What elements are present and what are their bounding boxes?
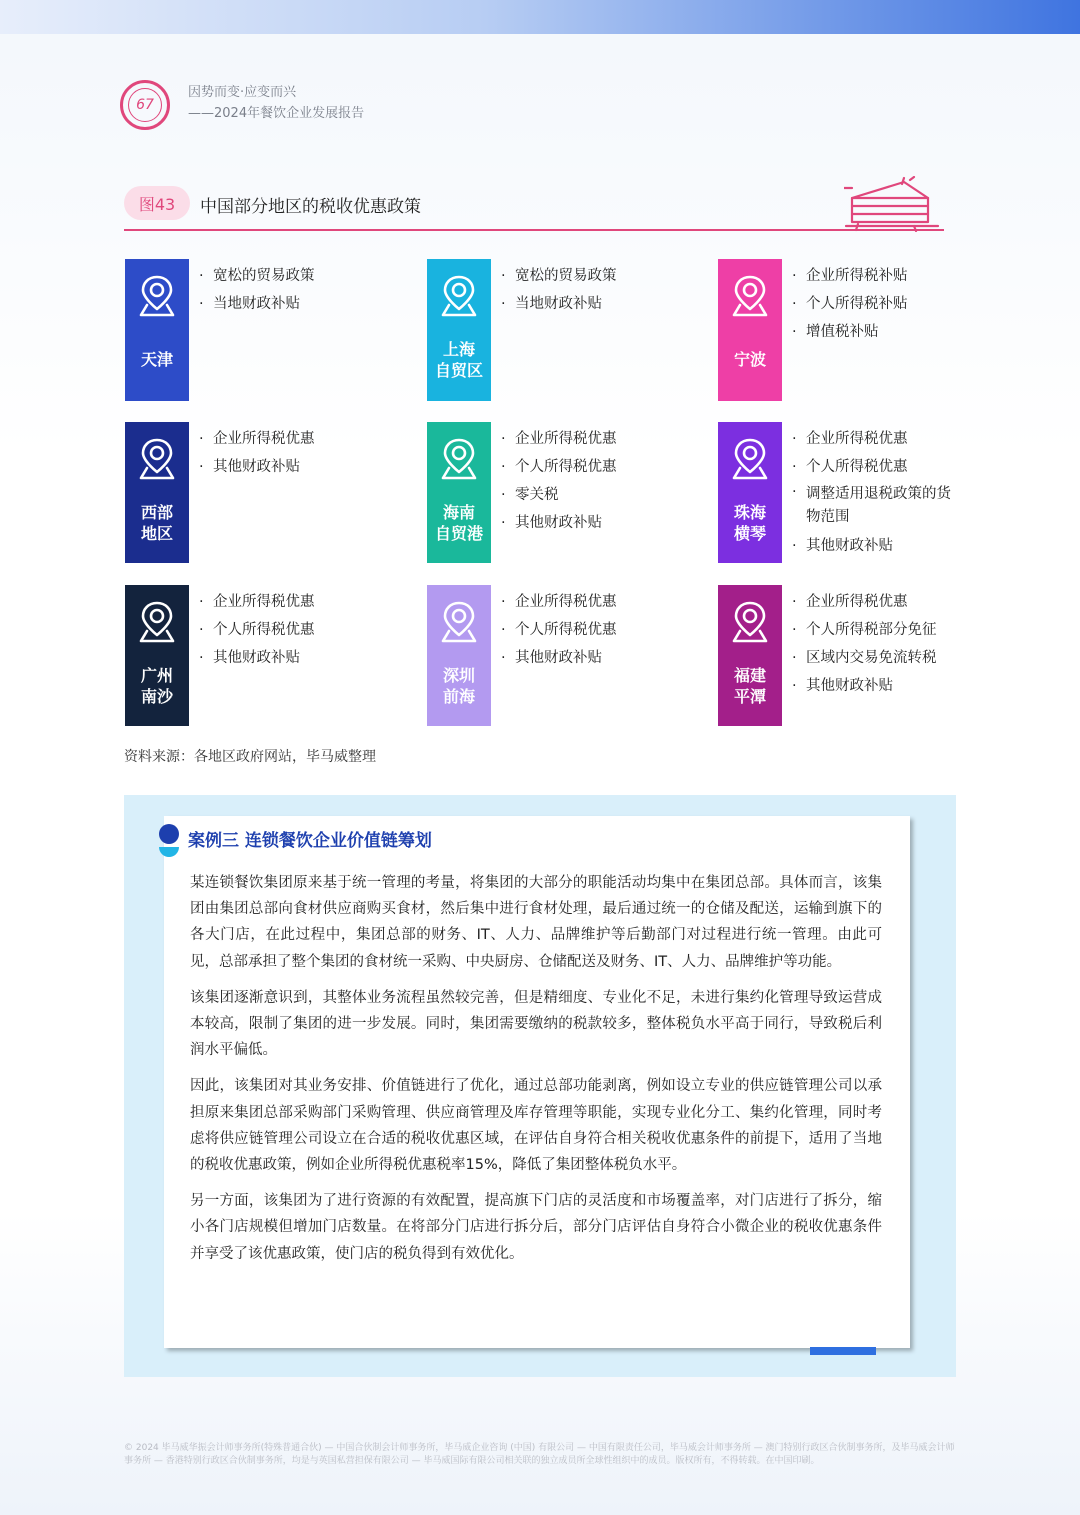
map-pin-icon [441,275,477,317]
policy-item: · 宽松的贸易政策 [199,262,419,290]
case-body [190,870,882,1277]
map-pin-icon [732,601,768,643]
region-name: 上海 自贸区 [434,340,483,380]
region-block [718,585,782,726]
region-name: 天津 [140,350,173,369]
page-number: 67 [128,88,162,122]
region-block [125,259,189,401]
figure-title-row [124,186,944,232]
map-pin-icon [441,438,477,480]
source-note: 资料来源：各地区政府网站，毕马威整理 [124,749,376,765]
policy-item: · 调整适用退税政策的货物范围 [792,481,952,532]
region-name: 珠海 横琴 [733,503,766,543]
policy-item: · 企业所得税优惠 [501,588,721,616]
policy-item: · 个人所得税补贴 [792,290,952,318]
policy-item: · 其他财政补贴 [792,672,952,700]
policy-item: · 零关税 [501,481,721,509]
policy-item: · 企业所得税补贴 [792,262,952,290]
map-pin-icon [139,275,175,317]
map-pin-icon [732,275,768,317]
region-name: 宁波 [733,350,766,369]
policy-item: · 宽松的贸易政策 [501,262,721,290]
case-bullet-icon [158,823,180,859]
region-block [427,422,491,563]
header-line2: ——2024年餐饮企业发展报告 [188,106,365,121]
map-pin-icon [139,438,175,480]
policy-item: · 个人所得税优惠 [792,453,952,481]
policy-item: · 个人所得税部分免征 [792,616,952,644]
figure-tag: 图43 [124,186,190,220]
policy-item: · 个人所得税优惠 [501,453,721,481]
policy-item: · 其他财政补贴 [501,509,721,537]
map-pin-icon [139,601,175,643]
region-block [718,422,782,563]
top-gradient-bar [0,0,1080,34]
map-pin-icon [732,438,768,480]
copyright-footer: © 2024 毕马威华振会计师事务所(特殊普通合伙) — 中国合伙制会计师事务所，毕马威企业咨询 (中国) 有限公司 — 中国有限责任公司，毕马威会计师事务所 — 澳门特别行政区合伙制事务所，及毕马威会计师事务所 — 香港特别行政区合伙制事务所，均是与英国私营担保有限公司 — 毕马威国际有限公司相关联的独立成员所全球性组织中的成员。版权所有，不得转载。在中国印刷。 [124,1443,955,1466]
region-name: 福建 平潭 [733,666,766,706]
case-title: 案例三 连锁餐饮企业价值链筹划 [188,831,432,851]
figure-title: 中国部分地区的税收优惠政策 [200,197,421,217]
policy-list [199,425,419,481]
region-name: 深圳 前海 [442,666,475,706]
region-name: 西部 地区 [140,503,173,543]
page-number-badge [120,80,170,130]
region-name: 广州 南沙 [140,666,173,706]
policy-item: · 企业所得税优惠 [792,425,952,453]
region-block [718,259,782,401]
policy-item: · 当地财政补贴 [199,290,419,318]
report-header [188,82,364,124]
policy-list [501,588,721,672]
region-block [125,422,189,563]
policy-item: · 当地财政补贴 [501,290,721,318]
header-line1: 因势而变·应变而兴 [188,85,297,100]
policy-item: · 个人所得税优惠 [501,616,721,644]
policy-list [199,588,419,672]
policy-list [501,262,721,318]
policy-item: · 其他财政补贴 [792,532,952,560]
policy-item: · 其他财政补贴 [199,644,419,672]
case-paragraph: 因此，该集团对其业务安排、价值链进行了优化，通过总部功能剥离，例如设立专业的供应链管理公司以承担原来集团总部采购部门采购管理、供应商管理及库存管理等职能，实现专业化分工、集约化管理，同时考虑将供应链管理公司设立在合适的税收优惠区域，在评估自身符合相关税收优惠条件的前提下，适用了当地的税收优惠政策，例如企业所得税优惠税率15%，降低了集团整体税负水平。 [190,1078,882,1174]
policy-item: · 企业所得税优惠 [501,425,721,453]
policy-item: · 企业所得税优惠 [792,588,952,616]
policy-item: · 企业所得税优惠 [199,588,419,616]
policy-item: · 区域内交易免流转税 [792,644,952,672]
policy-item: · 增值税补贴 [792,318,952,346]
figure-divider [124,229,944,231]
case-paragraph: 另一方面，该集团为了进行资源的有效配置，提高旗下门店的灵活度和市场覆盖率，对门店进行了拆分，缩小各门店规模但增加门店数量。在将部分门店进行拆分后，部分门店评估自身符合小微企业的税收优惠条件并享受了该优惠政策，使门店的税负得到有效优化。 [190,1193,882,1262]
region-block [125,585,189,726]
region-block [427,259,491,401]
policy-list [792,262,952,346]
policy-list [792,588,952,700]
policy-item: · 企业所得税优惠 [199,425,419,453]
map-pin-icon [441,601,477,643]
policy-list [501,425,721,537]
cake-slice-icon [844,176,944,232]
region-name: 海南 自贸港 [434,503,483,543]
policy-item: · 个人所得税优惠 [199,616,419,644]
case-accent-bar [810,1347,876,1355]
policy-item: · 其他财政补贴 [501,644,721,672]
case-paragraph: 该集团逐渐意识到，其整体业务流程虽然较完善，但是精细度、专业化不足，未进行集约化管理导致运营成本较高，限制了集团的进一步发展。同时，集团需要缴纳的税款较多，整体税负水平高于同行，导致税后利润水平偏低。 [190,989,882,1059]
policy-list [199,262,419,318]
case-paragraph: 某连锁餐饮集团原来基于统一管理的考量，将集团的大部分的职能活动均集中在集团总部。具体而言，该集团由集团总部向食材供应商购买食材，然后集中进行食材处理，最后通过统一的仓储及配送，运输到旗下的各大门店，在此过程中，集团总部的财务、IT、人力、品牌维护等后勤部门对过程进行统一管理。由此可见，总部承担了整个集团的食材统一采购、中央厨房、仓储配送及财务、IT、人力、品牌维护等功能。 [190,875,882,970]
policy-item: · 其他财政补贴 [199,453,419,481]
region-block [427,585,491,726]
policy-list [792,425,952,560]
